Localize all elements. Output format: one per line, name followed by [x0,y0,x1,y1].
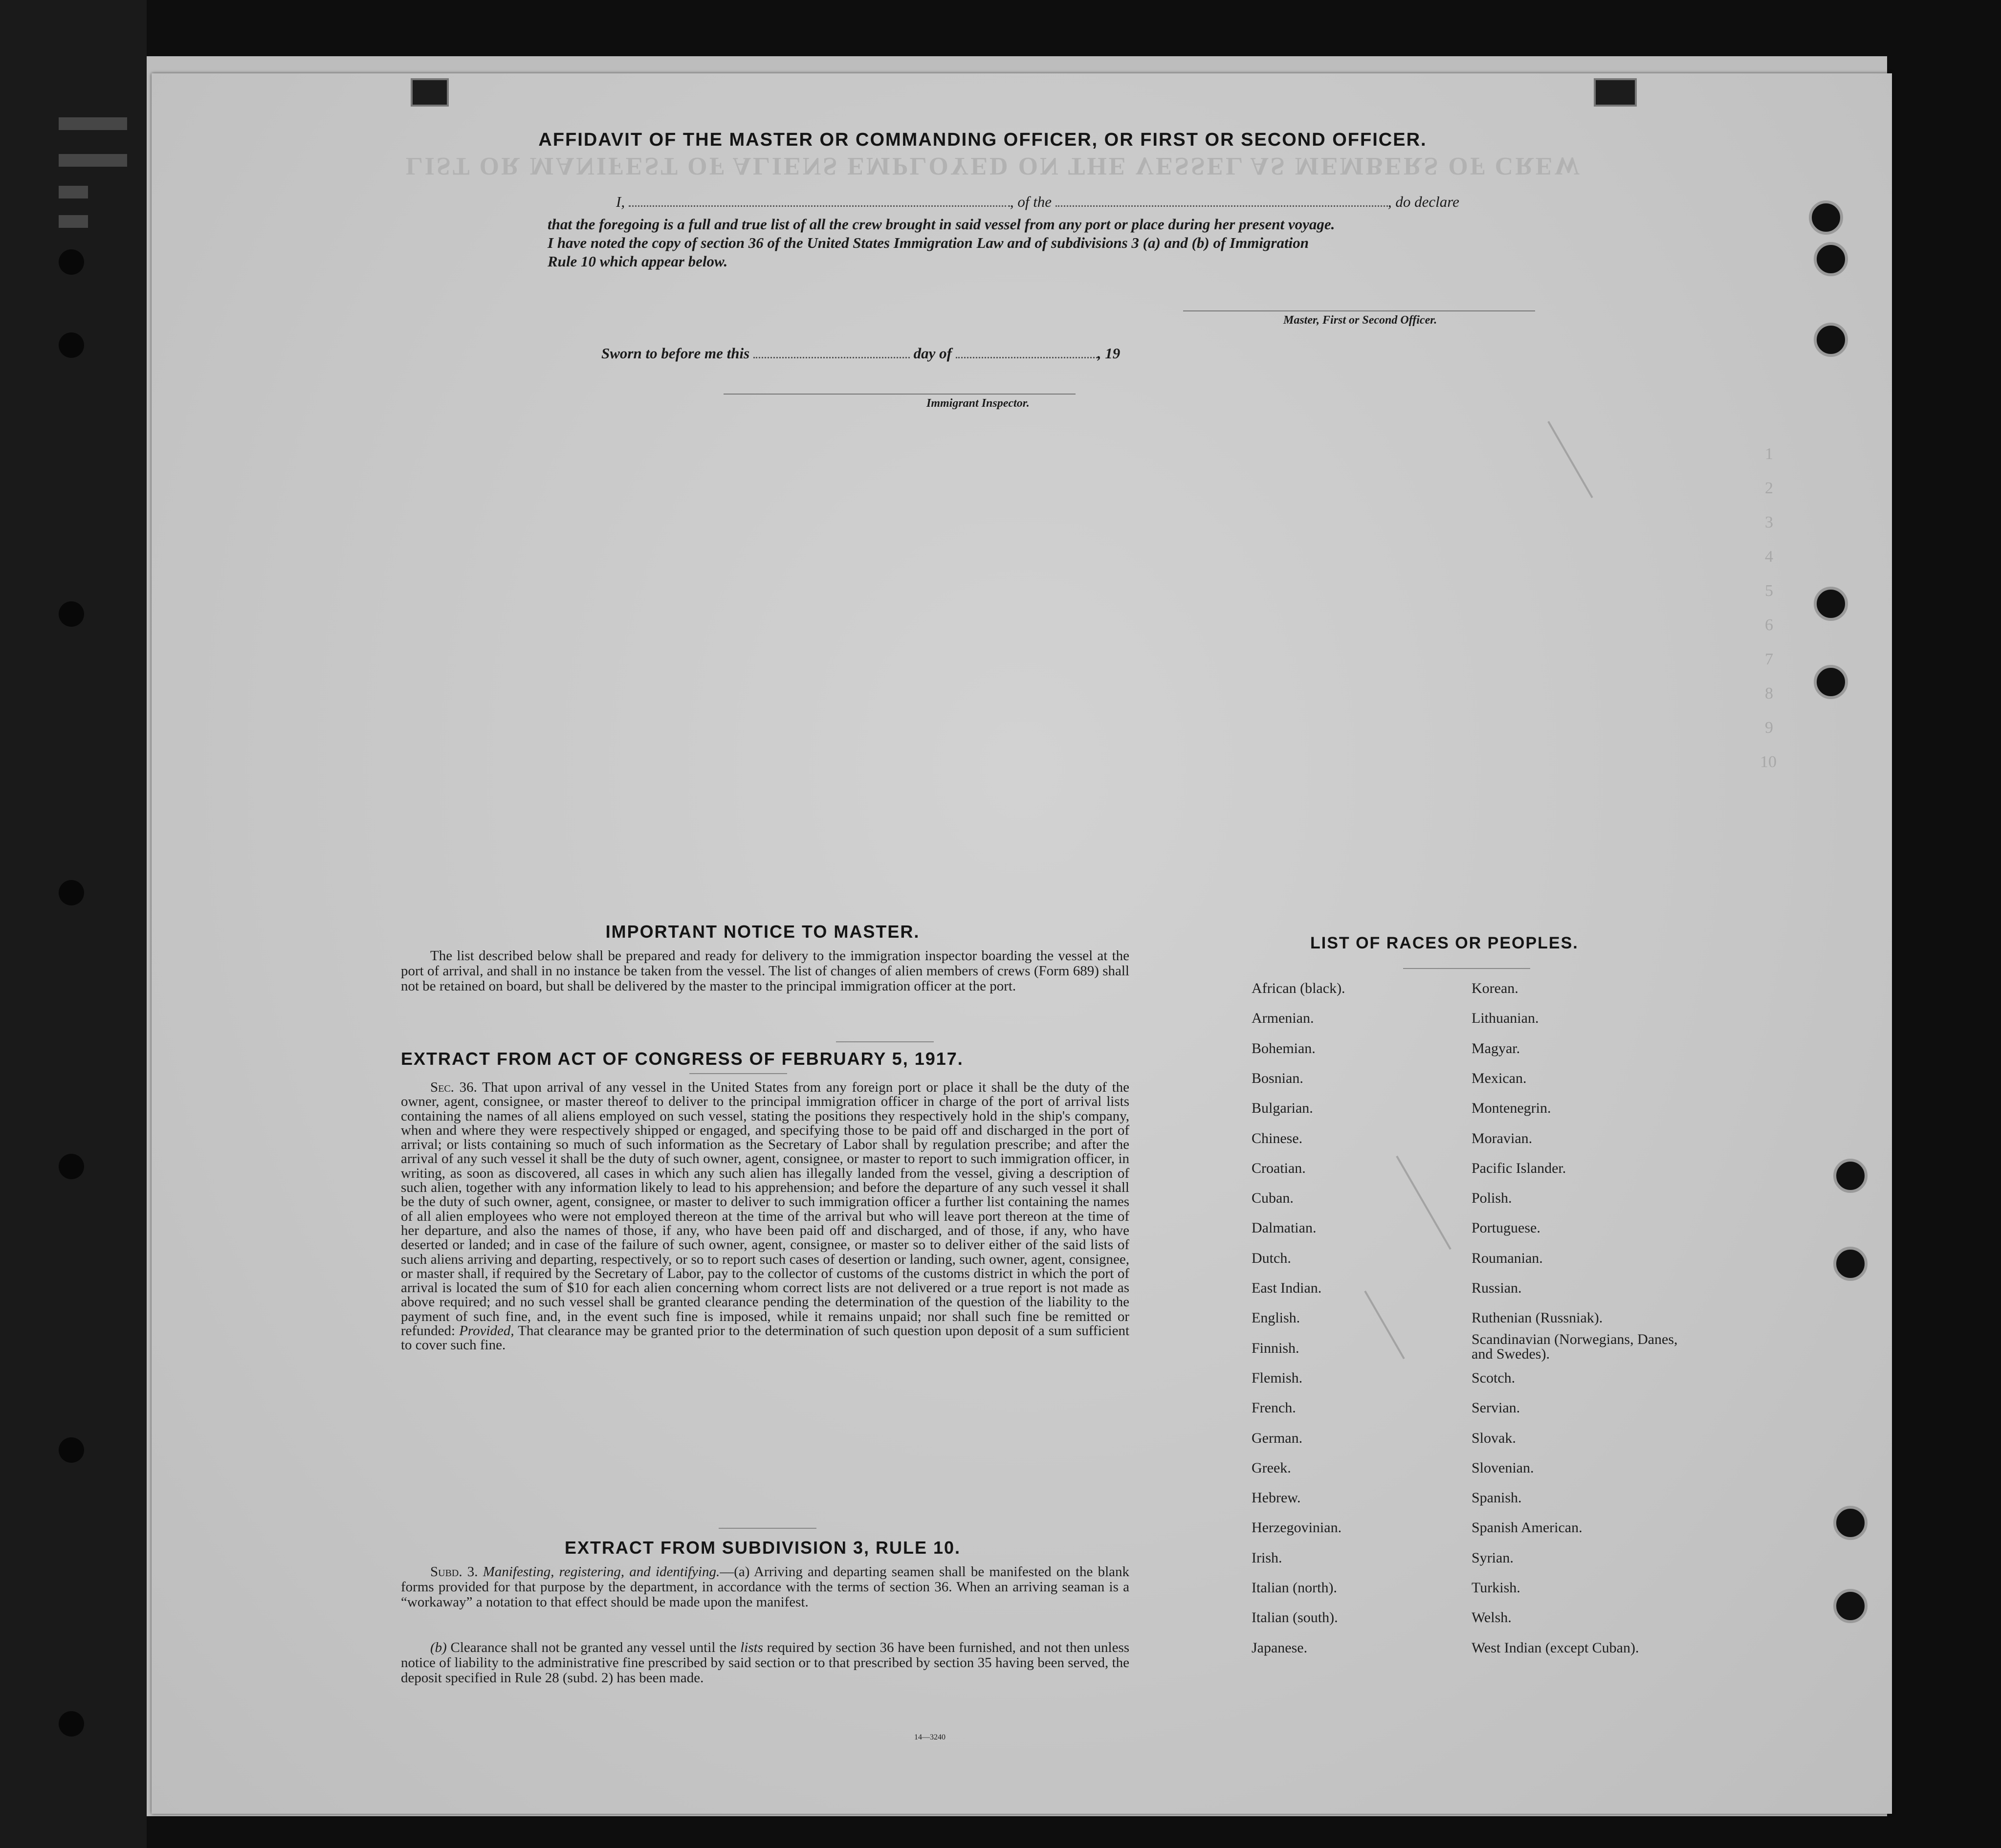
race-item: Lithuanian. [1472,1010,1539,1027]
race-item: Russian. [1472,1280,1522,1296]
divider [689,1073,787,1074]
day-of-label: day of [913,345,952,362]
notice-title: IMPORTANT NOTICE TO MASTER. [605,922,920,942]
bleed-through-row-number: 3 [1765,513,1773,531]
para-a-text: —(a) Arriving and departing seamen shall be manifested on the blank forms provided for that purpose by the department, in accordance with the terms of section 36. When an arriving seaman is a “workaway” a notation to that effect should be made upon the manifest. [401,1564,1129,1610]
binder-hole-icon [59,1437,84,1463]
bleed-through-row-number: 7 [1765,650,1773,668]
race-item: Servian. [1472,1400,1520,1416]
binder-hole-icon [59,249,84,275]
para-b-pre: Clearance shall not be granted any vessel until the [450,1640,737,1655]
race-item: Irish. [1252,1549,1282,1566]
binder-hole-icon [59,1154,84,1179]
year-prefix: , 19 [1097,345,1121,362]
race-item: Hebrew. [1252,1490,1301,1506]
extract-act-body [401,1080,1129,1353]
subdivision-label: Subd. 3. [430,1564,478,1580]
document-page [152,73,1892,1814]
race-item: Cuban. [1252,1190,1294,1207]
bleed-through-heading: LIST OR MANIFEST OF ALIENS EMPLOYED ON THE VESSEL AS MEMBERS OF CREW [406,152,1582,180]
affidavit-line: that the foregoing is a full and true list of all the crew brought in said vessel from any port or place during her present voyage. [548,216,1335,233]
form-number: 14—3240 [914,1733,946,1741]
race-item: Bulgarian. [1252,1100,1313,1117]
binder-clip-icon [411,78,449,107]
rule-para-a [401,1564,1129,1610]
race-item: Portuguese. [1472,1220,1540,1236]
punch-hole-icon [1814,665,1848,699]
punch-hole-icon [1833,1589,1868,1623]
race-item: Flemish. [1252,1369,1303,1386]
vessel-name-field[interactable] [1055,205,1388,207]
margin-mark [59,186,88,198]
race-item: West Indian (except Cuban). [1472,1639,1639,1656]
punch-hole-icon [1814,242,1848,276]
punch-hole-icon [1833,1247,1868,1281]
race-item: Dalmatian. [1252,1220,1317,1236]
para-b-lists: lists [740,1640,763,1655]
race-item: Spanish American. [1472,1519,1583,1536]
subdivision-heading: Manifesting, registering, and identifying. [483,1564,720,1580]
binder-hole-icon [59,880,84,905]
pronoun: I, [616,193,625,210]
sworn-day-field[interactable] [753,357,910,358]
race-item: English. [1252,1310,1300,1326]
race-item: Bosnian. [1252,1070,1303,1086]
race-item: Welsh. [1472,1609,1512,1626]
rule-para-b [401,1640,1129,1686]
race-item: Montenegrin. [1472,1100,1551,1117]
race-item: Greek. [1252,1459,1291,1476]
punch-hole-icon [1814,587,1848,621]
affidavit-title: AFFIDAVIT OF THE MASTER OR COMMANDING OFFICER, OR FIRST OR SECOND OFFICER. [538,130,1427,150]
bleed-through-row-number: 4 [1765,548,1773,566]
race-item: Turkish. [1472,1580,1520,1596]
race-item: Ruthenian (Russniak). [1472,1310,1603,1326]
race-item: Scandinavian (Norwegians, Danes, and Swedes). [1472,1331,1678,1362]
race-item: Bohemian. [1252,1040,1316,1056]
sworn-prefix: Sworn to before me this [601,345,750,362]
margin-mark [59,215,88,228]
punch-hole-icon [1833,1159,1868,1193]
sworn-month-field[interactable] [956,357,1098,358]
bleed-through-row-number: 10 [1760,753,1777,771]
affidavit-line: Rule 10 which appear below. [548,253,728,270]
left-margin-strip [0,0,147,1848]
section-text: That upon arrival of any vessel in the United States from any foreign port or place it shall be the duty of the owner, agent, consignee, or master thereof to deliver to the principal immigration officer in charge of the port of arrival lists containing the names of all aliens employed on such vessel, stating the positions they respectively hold in the ship's company, when and where they were respectively shipped or engaged, and specifying those to be paid off and discharged in the port of arrival; or lists containing so much of such information as the Secretary of Labor shall by regulation prescribe; and after the arrival of any such vessel it shall be the duty of such owner, agent, consignee, or master to report to such immigration officer, in writing, as soon as discovered, all cases in which any such alien has illegally landed from the vessel, giving a description of such alien, together with any information likely to lead to his apprehension; and before the departure of any such vessel it shall be the duty of such owner, agent, consignee, or master to deliver to such immigration officer a further list containing the names of all alien employees who were not employed thereon at the time of the arrival but who will leave port thereon at the time of her departure, and also the names of those, if any, who have been paid off and discharged, and of those, if any, who have deserted or landed; and in case of the failure of such owner, agent, consignee, or master so to deliver either of the said lists of such aliens arriving and departing, respectively, or so to report such cases of desertion or landing, such owner, agent, consignee, or master shall, if required by the Secretary of Labor, pay to the collector of customs of the customs district in which the port of arrival is located the sum of $10 for each alien concerning whom correct lists are not delivered or a true report is not made as above required; and no such vessel shall be granted clearance pending the determination of the question of the liability to the payment of such fine, and, in the event such fine is imposed, while it remains unpaid; nor shall such fine be remitted or refunded: [401,1079,1130,1339]
para-b-label: (b) [430,1640,447,1655]
do-declare-label: , do declare [1387,193,1459,210]
affidavit-declarant-line [616,193,1459,211]
inspector-signature-line[interactable] [724,394,1076,395]
race-item: Scotch. [1472,1369,1516,1386]
punch-hole-icon [1814,323,1848,357]
pencil-mark [1364,1291,1405,1360]
bleed-through-row-number: 8 [1765,684,1773,703]
inspector-caption: Immigrant Inspector. [926,397,1030,410]
race-item: Magyar. [1472,1040,1520,1056]
race-item: Polish. [1472,1190,1512,1207]
declarant-name-field[interactable] [629,205,1010,207]
race-item: Herzegovinian. [1252,1519,1342,1536]
race-item: East Indian. [1252,1280,1322,1296]
race-item: Mexican. [1472,1070,1527,1086]
margin-mark [59,154,127,167]
race-item: Moravian. [1472,1130,1533,1146]
officer-caption: Master, First or Second Officer. [1283,314,1437,327]
race-item: Korean. [1472,980,1518,996]
race-item: Croatian. [1252,1160,1306,1176]
extract-rule-title: EXTRACT FROM SUBDIVISION 3, RULE 10. [564,1538,961,1558]
race-item: Slovenian. [1472,1459,1534,1476]
race-item: Syrian. [1472,1549,1514,1566]
race-item: Pacific Islander. [1472,1160,1566,1176]
affidavit-body [548,215,1564,271]
bleed-through-row-number: 2 [1765,479,1773,497]
race-item: Dutch. [1252,1250,1291,1266]
race-item: African (black). [1252,980,1345,996]
bleed-through-row-number: 5 [1765,582,1773,600]
races-title: LIST OF RACES OR PEOPLES. [1310,934,1579,952]
bleed-through-row-number: 9 [1765,719,1773,737]
para-b-post: required by section 36 have been furnished, and not then unless notice of liability to the administrative fine prescribed by said section or to that prescribed by section 35 having been served, the deposit specified in Rule 28 (subd. 2) has been made. [401,1640,1130,1686]
bleed-through-row-number: 6 [1765,616,1773,634]
binder-hole-icon [59,332,84,358]
punch-hole-icon [1809,200,1843,235]
race-item: Spanish. [1472,1490,1522,1506]
bleed-through-row-number: 1 [1765,445,1773,463]
punch-hole-icon [1833,1506,1868,1540]
race-item: German. [1252,1430,1303,1446]
divider [719,1528,816,1529]
officer-signature-line[interactable] [1183,310,1535,311]
affidavit-line: I have noted the copy of section 36 of the United States Immigration Law and of subdivisions 3 (a) and (b) of Immigration [548,234,1309,251]
race-item: Roumanian. [1472,1250,1543,1266]
section-text-end: That clearance may be granted prior to the determination of such question upon deposit of a sum sufficient to cover such fine. [401,1323,1130,1353]
race-item: Armenian. [1252,1010,1314,1027]
extract-act-title: EXTRACT FROM ACT OF CONGRESS OF FEBRUARY 5, 1917. [401,1049,964,1069]
race-item: Chinese. [1252,1130,1303,1146]
binder-hole-icon [59,1711,84,1737]
pencil-mark [1547,421,1593,498]
divider [1403,968,1530,969]
race-item: Finnish. [1252,1340,1299,1356]
section-label: Sec. 36. [430,1079,477,1095]
sworn-line [601,345,1120,362]
notice-body: The list described below shall be prepared and ready for delivery to the immigration inspector boarding the vessel at the port of arrival, and shall in no instance be taken from the vessel. The list of changes of alien members of crews (Form 689) shall not be retained on board, but shall be delivered by the master to the principal immigration officer at the port. [401,948,1129,994]
binder-clip-icon [1594,78,1637,107]
pencil-mark [1396,1156,1451,1250]
race-item: Slovak. [1472,1430,1516,1446]
race-item: French. [1252,1400,1296,1416]
provided-word: Provided, [459,1323,514,1339]
race-item: Italian (north). [1252,1580,1337,1596]
margin-mark [59,117,127,130]
race-item: Italian (south). [1252,1609,1338,1626]
race-item: Japanese. [1252,1639,1308,1656]
binder-hole-icon [59,601,84,627]
of-the-label: , of the [1010,193,1052,210]
divider [836,1041,934,1042]
